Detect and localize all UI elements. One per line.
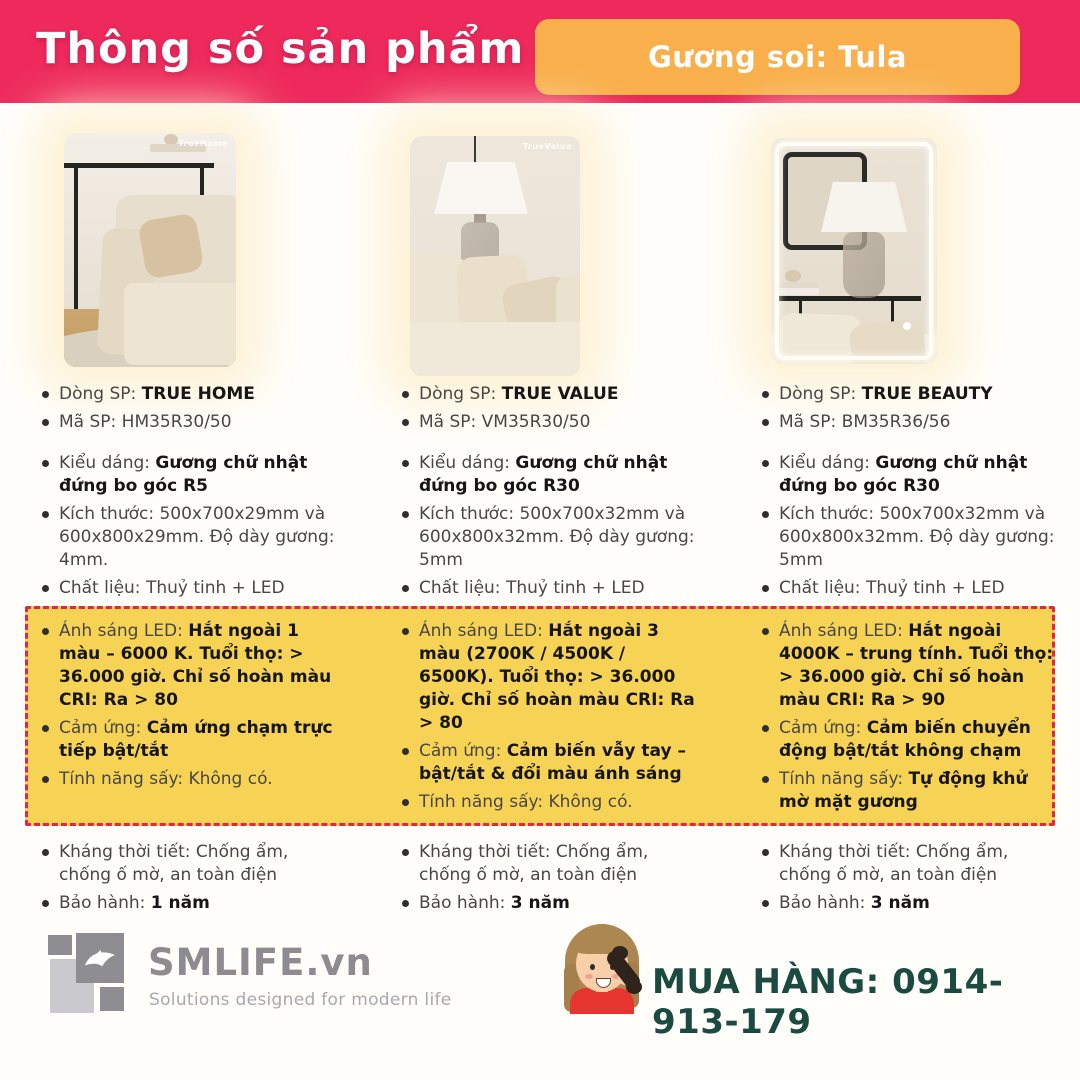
brand-logo — [48, 933, 132, 1013]
bullet-icon — [42, 419, 49, 426]
bullet-icon — [762, 419, 769, 426]
order-phone-number[interactable]: MUA HÀNG: 0914-913-179 — [652, 962, 1004, 1042]
bullet-icon — [42, 460, 49, 467]
spec-text: Ánh sáng LED: Hắt ngoài 1 màu – 6000 K. Tuổi thọ: > 36.000 giờ. Chỉ số hoàn màu CRI: Ra > 80 — [59, 621, 332, 710]
agent-cheek — [585, 974, 593, 979]
spec-item — [400, 892, 702, 915]
telephone-handset-icon — [626, 980, 642, 994]
bullet-icon — [42, 628, 49, 635]
spec-text: Kháng thời tiết: Chống ẩm, chống ố mờ, an toàn điện — [779, 842, 1009, 885]
spec-item — [760, 768, 1062, 814]
spec-item — [400, 503, 702, 572]
bullet-icon — [42, 585, 49, 592]
bullet-icon — [402, 900, 409, 907]
spec-item — [40, 411, 342, 434]
spec-item — [40, 841, 342, 887]
spec-text: Bảo hành: 3 năm — [419, 893, 570, 913]
spec-text: Chất liệu: Thuỷ tinh + LED — [419, 578, 645, 598]
logo-square — [48, 935, 72, 955]
spec-column-true-beauty — [760, 0, 1062, 1080]
spec-item — [760, 892, 1062, 915]
spec-item — [400, 577, 702, 600]
spec-group-highlight — [760, 620, 1062, 819]
bullet-icon — [42, 900, 49, 907]
spec-group-highlight — [40, 620, 342, 796]
spec-group-design — [40, 452, 342, 605]
spec-item — [40, 620, 342, 712]
spec-text: Dòng SP: TRUE BEAUTY — [779, 384, 993, 404]
spec-item — [40, 577, 342, 600]
spec-item — [760, 577, 1062, 600]
bullet-icon — [402, 628, 409, 635]
bullet-icon — [762, 776, 769, 783]
bullet-icon — [402, 799, 409, 806]
bullet-icon — [762, 585, 769, 592]
bullet-icon — [762, 849, 769, 856]
spec-item — [40, 717, 342, 763]
bullet-icon — [762, 725, 769, 732]
agent-eye — [590, 964, 595, 970]
spec-column-true-value — [400, 0, 702, 1080]
spec-text: Ánh sáng LED: Hắt ngoài 4000K – trung tính. Tuổi thọ: > 36.000 giờ. Chỉ số hoàn màu CRI: Ra > 90 — [779, 621, 1054, 710]
bullet-icon — [762, 511, 769, 518]
spec-group-highlight — [400, 620, 702, 819]
spec-text: Tính năng sấy: Không có. — [419, 792, 633, 812]
spec-item — [40, 383, 342, 406]
spec-item — [40, 503, 342, 572]
spec-text: Chất liệu: Thuỷ tinh + LED — [59, 578, 285, 598]
brand-name: SMLIFE.vn — [148, 941, 373, 984]
spec-text: Cảm ứng: Cảm biến vẫy tay – bật/tắt & đổi màu ánh sáng — [419, 741, 686, 784]
spec-group-identity — [400, 383, 702, 439]
spec-item — [760, 717, 1062, 763]
spec-group-warranty — [40, 841, 342, 920]
bullet-icon — [42, 391, 49, 398]
spec-text: Kiểu dáng: Gương chữ nhật đứng bo góc R30 — [779, 453, 1028, 496]
spec-text: Kiểu dáng: Gương chữ nhật đứng bo góc R5 — [59, 453, 308, 496]
spec-item — [400, 791, 702, 814]
spec-text: Kích thước: 500x700x32mm và 600x800x32mm. Độ dày gương: 5mm — [779, 504, 1055, 570]
bullet-icon — [42, 725, 49, 732]
bullet-icon — [402, 849, 409, 856]
bullet-icon — [42, 511, 49, 518]
spec-text: Bảo hành: 1 năm — [59, 893, 210, 913]
spec-group-warranty — [400, 841, 702, 920]
logo-square — [100, 987, 124, 1011]
support-agent-illustration — [558, 924, 646, 1014]
spec-item — [400, 383, 702, 406]
spec-item — [760, 503, 1062, 572]
spec-text: Ánh sáng LED: Hắt ngoài 3 màu (2700K / 4500K / 6500K). Tuổi thọ: > 36.000 giờ. Chỉ số hoàn màu CRI: Ra > 80 — [419, 621, 695, 733]
bullet-icon — [402, 460, 409, 467]
spec-item — [40, 452, 342, 498]
spec-text: Mã SP: VM35R30/50 — [419, 412, 591, 432]
spec-column-true-home — [40, 0, 342, 1080]
telephone-handset-icon — [612, 946, 628, 960]
spec-item — [400, 411, 702, 434]
spec-item — [400, 452, 702, 498]
bullet-icon — [402, 511, 409, 518]
spec-text: Kích thước: 500x700x32mm và 600x800x32mm. Độ dày gương: 5mm — [419, 504, 695, 570]
spec-text: Mã SP: BM35R36/56 — [779, 412, 951, 432]
bullet-icon — [762, 628, 769, 635]
spec-item — [400, 620, 702, 735]
spec-item — [40, 768, 342, 791]
dolphin-icon — [76, 933, 124, 983]
brand-watermark: TrueValue — [522, 142, 572, 151]
spec-text: Kháng thời tiết: Chống ẩm, chống ố mờ, an toàn điện — [59, 842, 289, 885]
spec-text: Bảo hành: 3 năm — [779, 893, 930, 913]
spec-group-warranty — [760, 841, 1062, 920]
spec-text: Cảm ứng: Cảm biến chuyển động bật/tắt không chạm — [779, 718, 1031, 761]
spec-group-identity — [40, 383, 342, 439]
spec-item — [760, 620, 1062, 712]
bullet-icon — [762, 391, 769, 398]
spec-text: Kiểu dáng: Gương chữ nhật đứng bo góc R30 — [419, 453, 668, 496]
bullet-icon — [402, 748, 409, 755]
spec-item — [40, 892, 342, 915]
brand-tagline: Solutions designed for modern life — [149, 990, 452, 1010]
spec-group-design — [760, 452, 1062, 605]
spec-text: Dòng SP: TRUE VALUE — [419, 384, 619, 404]
bullet-icon — [402, 585, 409, 592]
spec-item — [400, 740, 702, 786]
bullet-icon — [762, 900, 769, 907]
bullet-icon — [402, 391, 409, 398]
spec-text: Kích thước: 500x700x29mm và 600x800x29mm. Độ dày gương: 4mm. — [59, 504, 335, 570]
bullet-icon — [42, 849, 49, 856]
spec-text: Kháng thời tiết: Chống ẩm, chống ố mờ, an toàn điện — [419, 842, 649, 885]
spec-item — [400, 841, 702, 887]
product-badge-label: Gương soi: Tula — [648, 40, 907, 74]
bullet-icon — [402, 419, 409, 426]
spec-group-identity — [760, 383, 1062, 439]
spec-group-design — [400, 452, 702, 605]
spec-text: Cảm ứng: Cảm ứng chạm trực tiếp bật/tắt — [59, 718, 333, 761]
spec-text: Tính năng sấy: Tự động khử mờ mặt gương — [779, 769, 1028, 812]
spec-item — [760, 383, 1062, 406]
spec-text: Tính năng sấy: Không có. — [59, 769, 273, 789]
spec-item — [760, 841, 1062, 887]
spec-item — [760, 411, 1062, 434]
spec-text: Dòng SP: TRUE HOME — [59, 384, 255, 404]
page-title: Thông số sản phẩm — [36, 24, 525, 74]
spec-text: Mã SP: HM35R30/50 — [59, 412, 232, 432]
spec-text: Chất liệu: Thuỷ tinh + LED — [779, 578, 1005, 598]
spec-item — [760, 452, 1062, 498]
bullet-icon — [762, 460, 769, 467]
brand-watermark: TrueHome — [178, 139, 228, 148]
bullet-icon — [42, 776, 49, 783]
